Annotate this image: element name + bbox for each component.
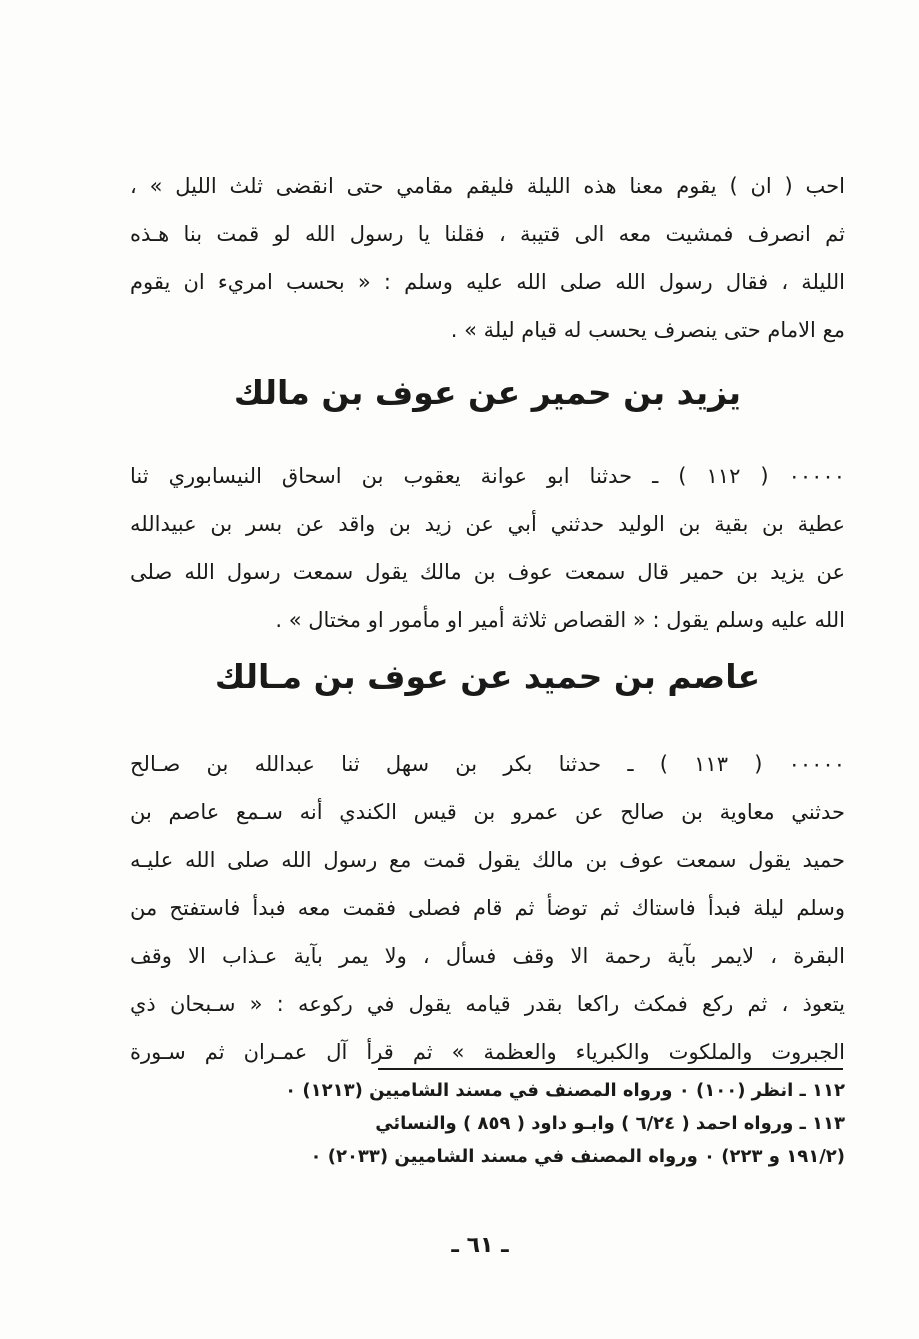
text-line: الجبروت والملكوت والكبرياء والعظمة » ثم قرأ آل عمـران ثم سـورة [130,1040,845,1064]
section-heading-yazid: يزيد بن حمير عن عوف بن مالك [233,373,742,412]
text-line: عطية بن بقية بن الوليد حدثني أبي عن زيد بن واقد عن بسر بن عبيدالله [130,512,845,536]
footnote-line: (١٩١/٢ و ٢٢٣) ٠ ورواه المصنف في مسند الشاميين (٢٠٣٣) ٠ [310,1146,845,1167]
text-line: حدثني معاوية بن صالح عن عمرو بن قيس الكندي أنه سـمع عاصم بن [130,800,845,824]
text-line: البقرة ، لايمر بآية رحمة الا وقف فسأل ، ولا يمر بآية عـذاب الا وقف [130,944,845,968]
footnote-line: ١١٢ ـ انظر (١٠٠) ٠ ورواه المصنف في مسند الشاميين (١٢١٣) ٠ [285,1080,845,1101]
text-line: ٠٠٠٠٠ ( ١١٣ ) ـ حدثنا بكر بن سهل ثنا عبدالله بن صـالح [130,752,845,776]
page-number: ـ ٦١ ـ [451,1233,509,1258]
text-line: ٠٠٠٠٠ ( ١١٢ ) ـ حدثنا ابو عوانة يعقوب بن اسحاق النيسابوري ثنا [130,464,845,488]
section-heading-asim: عاصم بن حميد عن عوف بن مـالك [214,657,761,696]
footnote-divider [378,1068,843,1070]
text-line: حميد يقول سمعت عوف بن مالك يقول قمت مع رسول الله صلى الله عليـه [130,848,845,872]
hadith-112-paragraph [130,452,845,644]
text-line: الليلة ، فقال رسول الله صلى الله عليه وسلم : « بحسب امريء ان يقوم [130,270,845,294]
text-line: وسلم ليلة فبدأ فاستاك ثم توضأ ثم قام فصلى فقمت معه فبدأ فاستفتح من [130,896,845,920]
footnotes [140,1074,845,1173]
footnote-line: ١١٣ ـ ورواه احمد ( ٦/٢٤ ) وابـو داود ( ٨٥٩ ) والنسائي [375,1113,845,1134]
text-line: مع الامام حتى ينصرف يحسب له قيام ليلة » . [450,318,845,342]
text-line: احب ( ان ) يقوم معنا هذه الليلة فليقم مقامي حتى انقضى ثلث الليل » ، [130,174,845,198]
text-line: ثم انصرف فمشيت معه الى قتيبة ، فقلنا يا رسول الله لو قمت بنا هـذه [130,222,845,246]
text-line: عن يزيد بن حمير قال سمعت عوف بن مالك يقول سمعت رسول الله صلى [130,560,845,584]
text-line: يتعوذ ، ثم ركع فمكث راكعا بقدر قيامه يقول في ركوعه : « سـبحان ذي [130,992,845,1016]
text-line: الله عليه وسلم يقول : « القصاص ثلاثة أمير او مأمور او مختال » . [275,608,845,632]
hadith-113-paragraph [130,740,845,1076]
intro-paragraph [130,162,845,354]
